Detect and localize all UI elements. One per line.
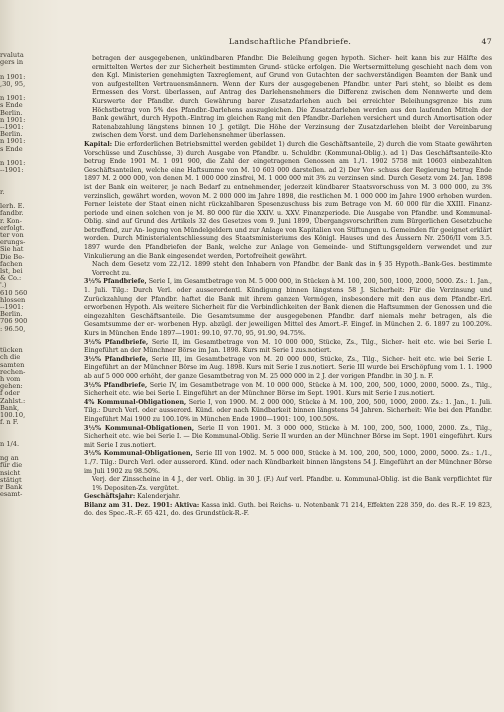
margin-fragment — [0, 153, 58, 160]
margin-fragment: --1901: — [0, 167, 24, 175]
margin-fragment — [0, 434, 58, 441]
margin-fragment: n 1901: — [0, 138, 26, 146]
margin-fragment: n 1/4. — [0, 440, 20, 448]
margin-fragment — [0, 66, 58, 73]
margin-fragment — [0, 196, 58, 203]
margin-fragment: rechen- — [0, 368, 26, 376]
margin-fragment: lerh. E. — [0, 203, 25, 211]
margin-fragment: f. n F. — [0, 419, 19, 427]
margin-fragment: 706 900 — [0, 318, 28, 326]
margin-fragment: fachen — [0, 260, 23, 268]
margin-fragment: h vom — [0, 376, 21, 384]
margin-fragment: fandbr. — [0, 210, 24, 218]
margin-fragment: ter von — [0, 231, 24, 239]
margin-fragment: ,30, 95, — [0, 80, 26, 88]
margin-fragment — [0, 448, 58, 455]
margin-fragment: Zahlst.: — [0, 397, 26, 405]
paragraph-pfandbriefe-serie-1: 3½% Pfandbriefe, Serie I, im Gesamtbetrage von M. 5 000 000, in Stücken à M. 100, 200, 500, 1000, 2000, 5000. Zs.: 1. Jan., 1. Juli. Tilg.: Durch Verl. oder ausserordentl. Kündigung binnen längstens 58 J. Sicherheit: Für die Verzinsung und Zurückzahlung der Pfandbr. haftet die Bank mit ihrem ganzen Vermögen, insbesondere mit den aus dem Pfandbr.-Erl. erworbenen Hypoth. Als weitere Sicherheit für die Verbindlichkeiten der Bank dienen die Haftsummen der Genossen und die eingezahlten Geschäftsanteile. Die Gesamtsumme der ausgegebenen Pfandbr. darf niemals mehr betragen, als die Gesamtsumme der er- worbenen Hyp. abzügl. der jeweiligen Mittel des Amort.-F. Eingef. in München 2. 6. 1897 zu 100.20%. Kurs in München Ende 1897—1901: 99.10, 97.70, 95, 91.90, 94.75%. — [84, 278, 492, 337]
margin-fragment: samten — [0, 361, 25, 369]
main-text-column — [84, 55, 492, 705]
margin-fragment: s Ende — [0, 102, 23, 110]
margin-fragment: r. Kon- — [0, 217, 22, 225]
paragraph-lending: betragen der ausgegebenen, unkündbaren Pfandbr. Die Beleihung gegen hypoth. Sicher- heit kann bis zur Hälfte des ermittelten Wertes der zur Sicherheit bestimmten Grund- stücke erfolgen. Die Wertsermittelung geschieht nach dem von den Kgl. Ministerien genehmigten Taxreglement, auf Grund von Gutachten der sachverständigen Beamten der Bank und von aufgestellten Vertrauensmännern. Wenn der Kurs der ausgegebenen Pfandbr. unter Pari steht, so bleibt es dem Ermessen des Vorst. überlassen, auf Antrag des Darlehensnehmers die Differenz zwischen dem Nennwerte und dem Kurswerte der Pfandbr. durch Gewährung barer Zusatzdarlehen auch bei erreichter Beleihungsgrenze bis zum Höchstbetrag von 5% des Pfandbr.-Darlehens auszugleichen. Die Zusatzdarlehen werden aus den laufenden Mitteln der Bank gewährt, durch Hypoth.-Eintrag im gleichen Rang mit den Pfandbr.-Darlehen versichert und durch Amortisation oder Ratenabzahlung längstens binnen 10 J. getilgt. Die Höhe der Verzinsung der Zusatzdarlehen bleibt der Vereinbarung zwischen dem Vorst. und dem Darlehensnehmer überlassen. — [92, 55, 492, 140]
margin-fragment — [0, 88, 58, 95]
margin-fragment: gers in — [0, 59, 24, 67]
margin-fragment: stätigt — [0, 476, 22, 484]
margin-fragment: gehen: — [0, 383, 23, 391]
assets-label: Aktiva: — [172, 501, 200, 509]
margin-fragment: s Ende — [0, 145, 23, 153]
margin-fragment: erfolgt. — [0, 224, 25, 232]
margin-fragment: Berlin. — [0, 131, 23, 139]
paragraph-balance-sheet: Bilanz am 31. Dez. 1901: Aktiva: Kassa inkl. Guth. bei Reichs- u. Notenbank 71 214, Effekten 228 359, do. des R.-F. 19 823, do. des Spec.-R.-F. 65 421, do. des Grundstück-R.-F. — [84, 501, 492, 518]
margin-fragment: '.) — [0, 282, 7, 290]
margin-fragment: lst, bei — [0, 268, 23, 275]
pfandbriefe-serie-4-label: 3½% Pfandbriefe, — [84, 381, 148, 389]
margin-fragment: --1901: — [0, 304, 24, 312]
page-number: 47 — [481, 37, 492, 46]
margin-fragment — [0, 182, 58, 189]
margin-fragment: hlossen — [0, 296, 26, 304]
margin-fragment: 610 560 — [0, 289, 28, 297]
margin-fragment: n 1901: — [0, 73, 26, 81]
pfandbriefe-serie-1-label: 3½% Pfandbriefe, — [84, 278, 147, 286]
margin-fragment: esamt- — [0, 491, 23, 499]
margin-fragment: Berlin. — [0, 109, 23, 117]
balance-sheet-label: Bilanz am 31. Dez. 1901: — [84, 501, 173, 509]
margin-fragment: nsicht — [0, 469, 21, 477]
margin-fragment: rvaluta — [0, 52, 24, 59]
paragraph-privilege: Nach dem Gesetz vom 22./12. 1899 steht den Inhabern von Pfandbr. der Bank das in § 35 Hypoth.-Bank-Ges. bestimmte Vorrecht zu. — [92, 261, 492, 277]
margin-fragment: 100.10, — [0, 412, 26, 420]
margin-fragment: Berlin. — [0, 311, 23, 319]
margin-fragment: f oder — [0, 390, 20, 398]
paragraph-pfandbriefe-serie-4: 3½% Pfandbriefe, Serie IV, im Gesamtbetrage von M. 10 000 000, Stücke à M. 100, 200, 500, 1000, 2000, 5000. Zs., Tilg., Sicherheit etc. wie bei Serie I. Eingeführt an der Münchner Börse im Sept. 1901. Kurs mit Serie I zus.notiert. — [84, 381, 492, 398]
margin-fragment: r Bank — [0, 484, 23, 492]
margin-fragment: Bank, — [0, 404, 20, 412]
margin-fragment: ch die — [0, 354, 21, 362]
paragraph-pfandbriefe-serie-2: 3½% Pfandbriefe, Serie II, im Gesamtbetrage von M. 10 000 000, Stücke, Zs., Tilg., Sicher- heit etc. wie bei Serie I. Eingeführt an der Münchner Börse im Jan. 1898. Kurs mit Serie I zus.notiert. — [84, 338, 492, 355]
margin-fragment: Die Be- — [0, 253, 25, 261]
left-margin-fragments — [0, 52, 58, 692]
paragraph-pfandbriefe-serie-3: 3½% Pfandbriefe, Serie III, im Gesamtbetrage von M. 20 000 000, Stücke, Zs., Tilg., Sicher- heit etc. wie bei Serie I. Eingeführt an der Münchner Börse im Aug. 1898. Kurs mit Serie I zus.notiert. Serie III wurde bei Erschöpfung vom 1. 1. 1900 ab auf 5 000 000 erhöht, der ganze Gesamtbetrag von M. 25 000 000 in 2 J. der vorigen Pfandbr. in 30 J. n. F. — [84, 355, 492, 380]
paragraph-prescription: Verj. der Zinsscheine in 4 J., der verl. Oblig. in 30 J. (F.) Auf verl. Pfandbr. u. Kommunal-Oblig. ist die Bank verpflichtet für 1% Depositen-Zs. vergütet. — [92, 476, 492, 492]
page-header — [88, 37, 492, 49]
margin-fragment: & Co.: — [0, 275, 22, 283]
paragraph-kommunal-serie-3: 3½% Kommunal-Obligationen, Serie III von 1902. M. 5 000 000, Stücke à M. 100, 200, 500, 1000, 2000, 5000. Zs.: 1./1., 1./7. Tilg.: Durch Verl. oder ausserord. Künd. oder nach Kündbarkeit binnen längstens 54 J. Eingeführt an der Münchner Börse im Juli 1902 zu 98.50%. — [84, 450, 492, 475]
margin-fragment — [0, 340, 58, 347]
margin-fragment — [0, 174, 58, 181]
paragraph-capital: Kapital: Die erforderlichen Betriebsmittel werden gebildet 1) durch die Geschäftsanteile, 2) durch die vom Staate gewährten Vorschüsse und Zuschüsse, 3) durch Ausgabe von Pfandbr. u. Schuldbr. (Kommunal-Oblig.). ad 1) Das Geschäftsanteile-Kto betrug Ende 1901 M. 1 091 900, die Zahl der eingetragenen Genossen am 1./1. 1902 5758 mit 10603 einbezahlten Geschäftsanteilen, welche eine Haftsumme von M. 10 603 000 darstellen. ad 2) Der Vor- schuss der Regierung betrug Ende 1897 M. 2 000 000, von denen M. 1 000 000 zinsfrei, M. 1 000 000 mit 3% zu verzinsen sind. Durch Gesetz vom 24. Jan. 1898 ist der Bank ein weiterer, je nach Bedarf zu entnehmender, jederzeit kündbarer Staatsvorschuss von M. 3 000 000, zu 3% verzinslich, gewährt worden, wovon M. 2 000 000 im Jahre 1898, die restlichen M. 1 000 000 im Jahre 1900 erhoben wurden. Ferner leistete der Staat einen nicht rückzahlbaren Spesenzuschuss bis zum Betrage von M. 60 000 für die XXIII. Finanz- periode und einen solchen von je M. 80 000 für die XXIV. u. XXV. Finanzperiode. Die Ausgabe von Pfandbr. und Kommunal-Oblig. sind auf Grund des Artikels 32 des Gesetzes vom 9. Juni 1899, Übergangsvorschriften zum Bürgerlichen Gesetzbuche betreffend, zur An- legung von Mündelgeldern und zur Anlage von Kapitalien von Stiftungen u. Gemeinden für geeignet erklärt worden. Durch Ministerialentschliessung des Staatsministeriums des Königl. Hauses und des Äussern Nr. 2506/II vom 3.5. 1897 wurde den Pfandbriefen der Bank, welche zur Anlage von Gemeinde- und Stiftungsgeldern verwendet und zur Vinkulierung an die Bank eingesendet werden, Portofreiheit gewährt. — [84, 140, 492, 260]
margin-fragment: erungs- — [0, 239, 26, 247]
margin-fragment: r. — [0, 188, 5, 196]
margin-fragment — [0, 426, 58, 433]
kommunal-serie-1-label: 4% Kommunal-Obligationen, — [84, 398, 187, 406]
margin-fragment: ng an — [0, 455, 19, 463]
margin-fragment: n 1901: — [0, 160, 26, 167]
margin-fragment: für die — [0, 462, 23, 470]
capital-label: Kapital: — [84, 140, 113, 148]
paragraph-kommunal-serie-2: 3½% Kommunal-Obligationen, Serie II von 1901. M. 3 000 000, Stücke à M. 100, 200, 500, 1000, 2000. Zs., Tilg., Sicherheit etc. wie bei Serie I. — Die Kommunal-Oblig. Serie II wurden an der Münchner Börse im Sept. 1901 eingeführt. Kurs mit Serie I zus.notiert. — [84, 424, 492, 449]
margin-fragment: tücken — [0, 347, 23, 355]
fiscal-year-label: Geschäftsjahr: — [84, 493, 136, 501]
kommunal-serie-3-label: 3½% Kommunal-Obligationen, — [84, 450, 193, 458]
pfandbriefe-serie-2-label: 3½% Pfandbriefe, — [84, 338, 149, 346]
margin-fragment — [0, 333, 58, 340]
paragraph-kommunal-serie-1: 4% Kommunal-Obligationen, Serie I, von 1900. M. 2 000 000, Stücke à M. 100, 200, 500, 1000, 2000. Zs.: 1. Jan., 1. Juli. Tilg.: Durch Verl. oder ausserord. Künd. oder nach Kündbarkeit binnen längstens 54 Jahren. Sicherheit: Wie bei den Pfandbr. Eingeführt Mai 1900 zu 100.10% in München Ende 1900—1901: 100, 100.50%. — [84, 398, 492, 423]
kommunal-serie-2-label: 3½% Kommunal-Obligationen, — [84, 424, 195, 432]
margin-fragment: n 1901: — [0, 95, 26, 103]
running-title: Landschaftliche Pfandbriefe. — [228, 37, 352, 46]
margin-fragment: --1901: — [0, 124, 24, 131]
margin-fragment: : 96.50, — [0, 325, 26, 333]
margin-fragment: Sie hat — [0, 246, 24, 254]
pfandbriefe-serie-3-label: 3½% Pfandbriefe, — [84, 355, 149, 363]
margin-fragment: n 1901: — [0, 116, 26, 124]
paragraph-fiscal-year: Geschäftsjahr: Kalenderjahr. — [84, 493, 181, 501]
